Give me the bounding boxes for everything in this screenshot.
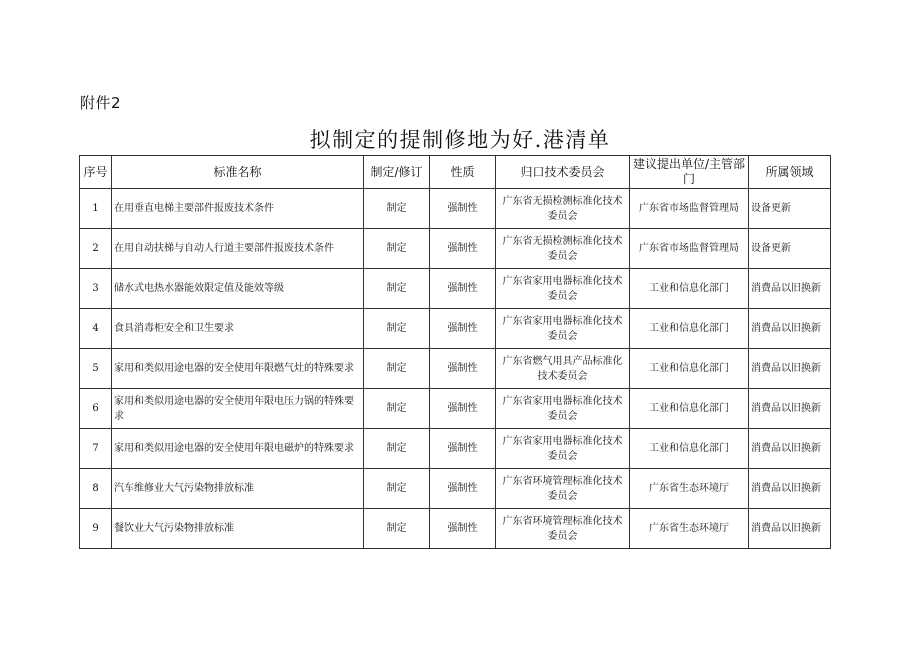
standard-name: 家用和类似用途电器的安全使用年限燃气灶的特殊要求 [112,349,364,389]
committee: 广东省环境管理标准化技术委员会 [496,469,630,509]
revision-type: 制定 [364,509,430,549]
row-number: 6 [80,389,112,429]
standard-name: 在用垂直电梯主要部件报废技术条件 [112,189,364,229]
committee: 广东省家用电器标准化技术委员会 [496,429,630,469]
table-row [80,309,831,349]
committee: 广东省家用电器标准化技术委员会 [496,269,630,309]
revision-type: 制定 [364,309,430,349]
standard-name: 餐饮业大气污染物排放标准 [112,509,364,549]
standard-name: 家用和类似用途电器的安全使用年限电压力锅的特殊要求 [112,389,364,429]
row-number: 5 [80,349,112,389]
standard-name: 汽车维修业大气污染物排放标准 [112,469,364,509]
column-header-nature: 性质 [430,156,496,189]
department: 广东省生态环境厅 [630,469,749,509]
row-number: 2 [80,229,112,269]
table-row [80,429,831,469]
revision-type: 制定 [364,229,430,269]
field: 消费品以旧换新 [749,309,831,349]
department: 工业和信息化部门 [630,309,749,349]
attachment-label: 附件2 [80,94,122,112]
row-number: 3 [80,269,112,309]
row-number: 9 [80,509,112,549]
standard-name: 食具消毒柜安全和卫生要求 [112,309,364,349]
column-header-dept: 建议提出单位/主管部门 [630,156,749,189]
committee: 广东省无损检测标准化技术委员会 [496,229,630,269]
table-row [80,469,831,509]
committee: 广东省家用电器标准化技术委员会 [496,389,630,429]
column-header-committee: 归口技术委员会 [496,156,630,189]
nature: 强制性 [430,509,496,549]
table-row [80,229,831,269]
column-header-type: 制定/修订 [364,156,430,189]
table-row [80,509,831,549]
column-header-name: 标准名称 [112,156,364,189]
nature: 强制性 [430,229,496,269]
department: 工业和信息化部门 [630,389,749,429]
document-title: 拟制定的提制修地为好.港清单 [309,128,611,152]
column-header-field: 所属领域 [749,156,831,189]
table-row [80,349,831,389]
department: 广东省生态环境厅 [630,509,749,549]
field: 设备更新 [749,229,831,269]
nature: 强制性 [430,309,496,349]
field: 消费品以旧换新 [749,469,831,509]
table-row [80,389,831,429]
department: 广东省市场监督管理局 [630,229,749,269]
row-number: 4 [80,309,112,349]
department: 广东省市场监督管理局 [630,189,749,229]
committee: 广东省环境管理标准化技术委员会 [496,509,630,549]
standards-table [79,155,831,549]
row-number: 8 [80,469,112,509]
field: 消费品以旧换新 [749,429,831,469]
standard-name: 储水式电热水器能效限定值及能效等级 [112,269,364,309]
department: 工业和信息化部门 [630,349,749,389]
table-header-row [80,156,831,189]
standard-name: 在用自动扶梯与自动人行道主要部件报废技术条件 [112,229,364,269]
column-header-no: 序号 [80,156,112,189]
table-row [80,189,831,229]
department: 工业和信息化部门 [630,429,749,469]
committee: 广东省燃气用具产品标准化技术委员会 [496,349,630,389]
standard-name: 家用和类似用途电器的安全使用年限电磁炉的特殊要求 [112,429,364,469]
revision-type: 制定 [364,189,430,229]
nature: 强制性 [430,189,496,229]
nature: 强制性 [430,349,496,389]
nature: 强制性 [430,389,496,429]
revision-type: 制定 [364,389,430,429]
field: 消费品以旧换新 [749,389,831,429]
revision-type: 制定 [364,469,430,509]
field: 消费品以旧换新 [749,509,831,549]
department: 工业和信息化部门 [630,269,749,309]
nature: 强制性 [430,269,496,309]
field: 消费品以旧换新 [749,349,831,389]
nature: 强制性 [430,429,496,469]
field: 设备更新 [749,189,831,229]
revision-type: 制定 [364,269,430,309]
table-row [80,269,831,309]
revision-type: 制定 [364,349,430,389]
committee: 广东省家用电器标准化技术委员会 [496,309,630,349]
row-number: 1 [80,189,112,229]
nature: 强制性 [430,469,496,509]
revision-type: 制定 [364,429,430,469]
committee: 广东省无损检测标准化技术委员会 [496,189,630,229]
row-number: 7 [80,429,112,469]
field: 消费品以旧换新 [749,269,831,309]
